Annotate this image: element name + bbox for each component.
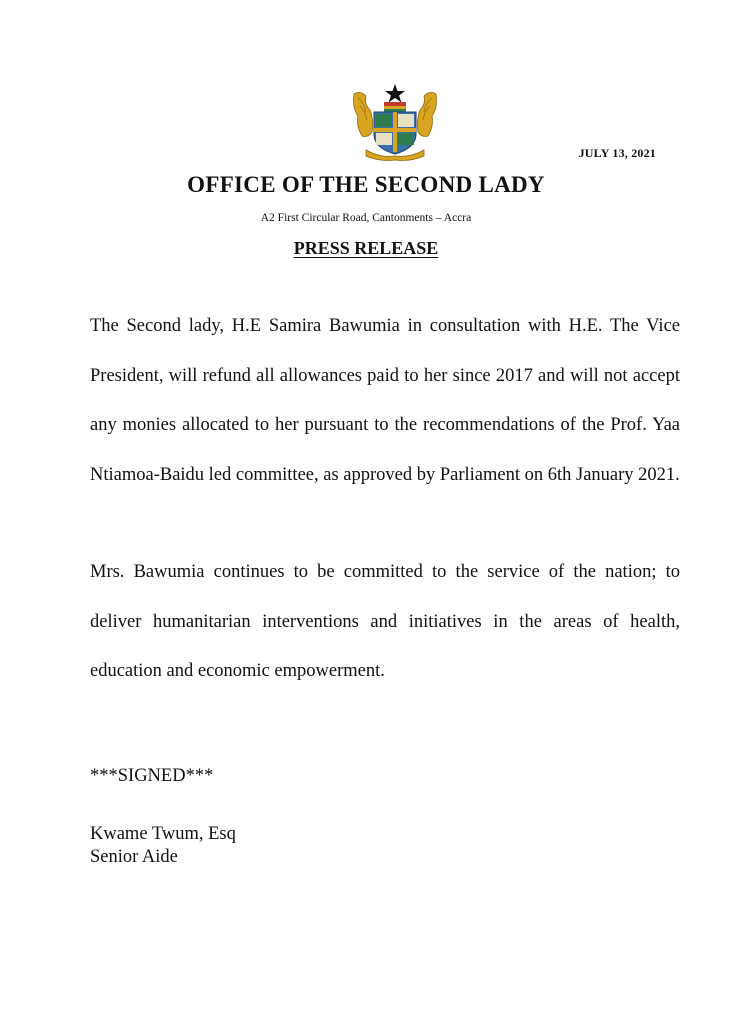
release-date: JULY 13, 2021 xyxy=(578,146,656,160)
document-type-heading: PRESS RELEASE xyxy=(293,238,439,258)
signed-marker: ***SIGNED*** xyxy=(90,766,214,786)
body-paragraph-1: The Second lady, H.E Samira Bawumia in consultation with H.E. The Vice President, will refund all allowances paid to her since 2017 and will not accept any monies allocated to her pursuant to the recommendations of the Prof. Yaa Ntiamoa-Baidu led committee, as approved by Parliament on 6th January 2021. xyxy=(90,316,680,485)
office-address: A2 First Circular Road, Cantonments – Accra xyxy=(260,212,472,224)
coat-of-arms-icon xyxy=(350,82,440,162)
office-title: OFFICE OF THE SECOND LADY xyxy=(187,172,545,197)
body-paragraph-2: Mrs. Bawumia continues to be committed to the service of the nation; to deliver humanitarian interventions and initiatives in the areas of health, education and economic empowerment. xyxy=(90,562,680,681)
signatory-name: Kwame Twum, Esq xyxy=(90,824,236,844)
signatory-title: Senior Aide xyxy=(90,847,178,867)
